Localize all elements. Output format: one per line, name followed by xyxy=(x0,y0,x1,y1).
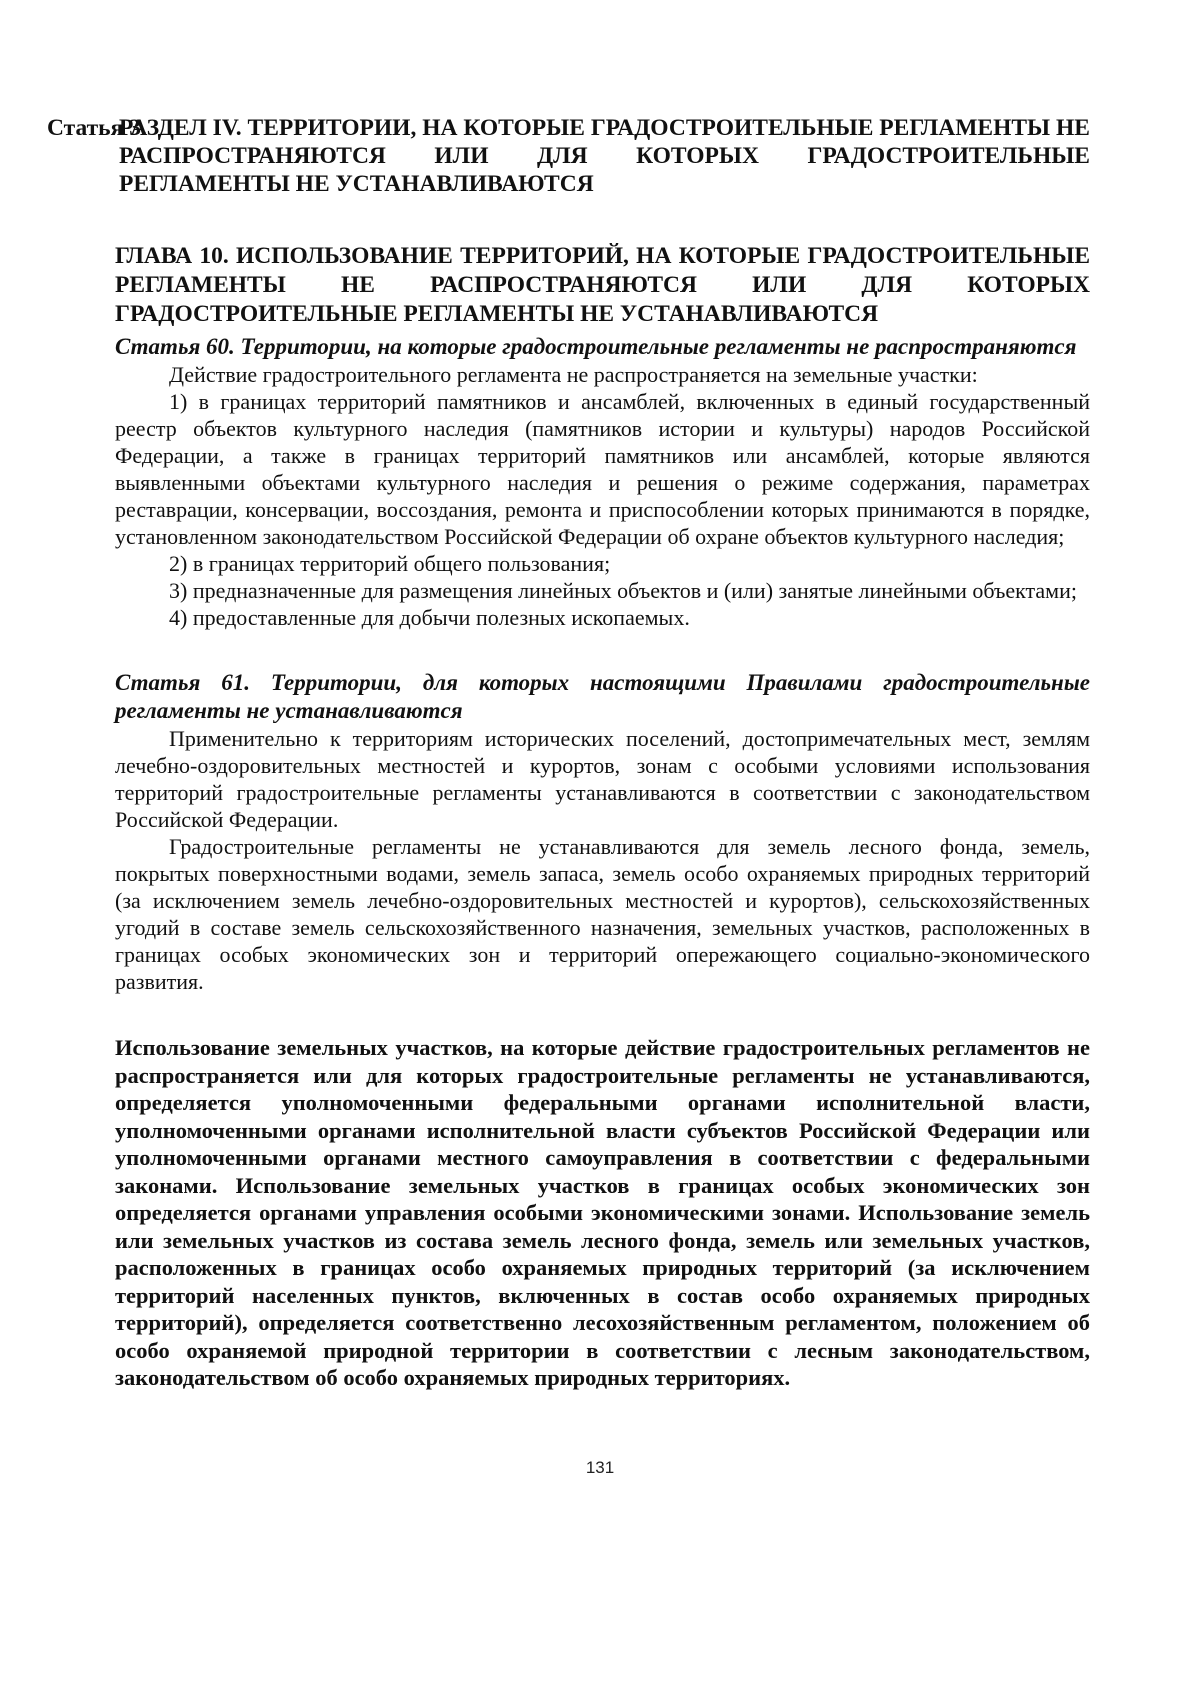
article-60-item-4: 4) предоставленные для добычи полезных ископаемых. xyxy=(169,605,690,630)
section-title: РАЗДЕЛ IV. ТЕРРИТОРИИ, НА КОТОРЫЕ ГРАДОСТРОИТЕЛЬНЫЕ РЕГЛАМЕНТЫ НЕ РАСПРОСТРАНЯЮТСЯ ИЛИ ДЛЯ КОТОРЫХ ГРАДОСТРОИТЕЛЬНЫЕ РЕГЛАМЕНТЫ НЕ УСТАНАВЛИВАЮТСЯ xyxy=(119,115,1090,197)
article-60-paragraph: Действие градостроительного регламента не распространяется на земельные участки: xyxy=(169,362,978,387)
article-61-title: Статья 61. Территории, для которых настоящими Правилами градостроительные регламенты не устанавливаются xyxy=(115,670,1090,723)
article-60-item-2: 2) в границах территорий общего пользования; xyxy=(169,551,611,576)
section-number: Статья 3. xyxy=(47,115,147,141)
article-60-item-3: 3) предназначенные для размещения линейных объектов и (или) занятые линейными объектами; xyxy=(169,578,1077,603)
article-60-item-1: 1) в границах территорий памятников и ансамблей, включенных в единый государственный реестр объектов культурного наследия (памятников истории и культуры) народов Российской Федерации, а также в границах территорий памятников или ансамблей, которые являются выявленными объектами культурного наследия и решения о режиме содержания, параметрах реставрации, консервации, воссоздания, ремонта и приспособлении которых принимаются в порядке, установленном законодательством Российской Федерации об охране объектов культурного наследия; xyxy=(115,389,1090,549)
page-number: 131 xyxy=(585,1458,615,1477)
article-60-title: Статья 60. Территории, на которые градостроительные регламенты не распространяются xyxy=(115,334,1077,359)
page-content xyxy=(47,114,1090,1392)
land-use-bold-paragraph: Использование земельных участков, на которые действие градостроительных регламентов не распространяется или для которых градостроительные регламенты не устанавливаются, определяется уполномоченными федеральными органами исполнительной власти, уполномоченными органами исполнительной власти субъектов Российской Федерации или уполномоченными органами местного самоуправления в соответствии с федеральными законами. Использование земельных участков в границах особых экономических зон определяется органами управления особыми экономическими зонами. Использование земель или земельных участков из состава земель лесного фонда, земель или земельных участков, расположенных в границах особо охраняемых природных территорий (за исключением территорий населенных пунктов, включенных в состав особо охраняемых природных территорий), определяется соответственно лесохозяйственным регламентом, положением об особо охраняемой природной территории в соответствии с лесным законодательством, законодательством об особо охраняемых природных территориях. xyxy=(115,1035,1090,1390)
section-header xyxy=(47,114,1090,198)
chapter-title: ГЛАВА 10. ИСПОЛЬЗОВАНИЕ ТЕРРИТОРИЙ, НА КОТОРЫЕ ГРАДОСТРОИТЕЛЬНЫЕ РЕГЛАМЕНТЫ НЕ РАСПРОСТРАНЯЮТСЯ ИЛИ ДЛЯ КОТОРЫХ ГРАДОСТРОИТЕЛЬНЫЕ РЕГЛАМЕНТЫ НЕ УСТАНАВЛИВАЮТСЯ xyxy=(115,243,1090,327)
article-61-paragraph-1: Применительно к территориям исторических поселений, достопримечательных мест, землям лечебно-оздоровительных местностей и курортов, зонам с особыми условиями использования территорий градостроительные регламенты устанавливаются в соответствии с законодательством Российской Федерации. xyxy=(115,726,1090,832)
article-61-paragraph-2: Градостроительные регламенты не устанавливаются для земель лесного фонда, земель, покрытых поверхностными водами, земель запаса, земель особо охраняемых природных территорий (за исключением земель лечебно-оздоровительных местностей и курортов), сельскохозяйственных угодий в составе земель сельскохозяйственного назначения, земельных участков, расположенных в границах особых экономических зон и территорий опережающего социально-экономического развития. xyxy=(115,834,1090,994)
